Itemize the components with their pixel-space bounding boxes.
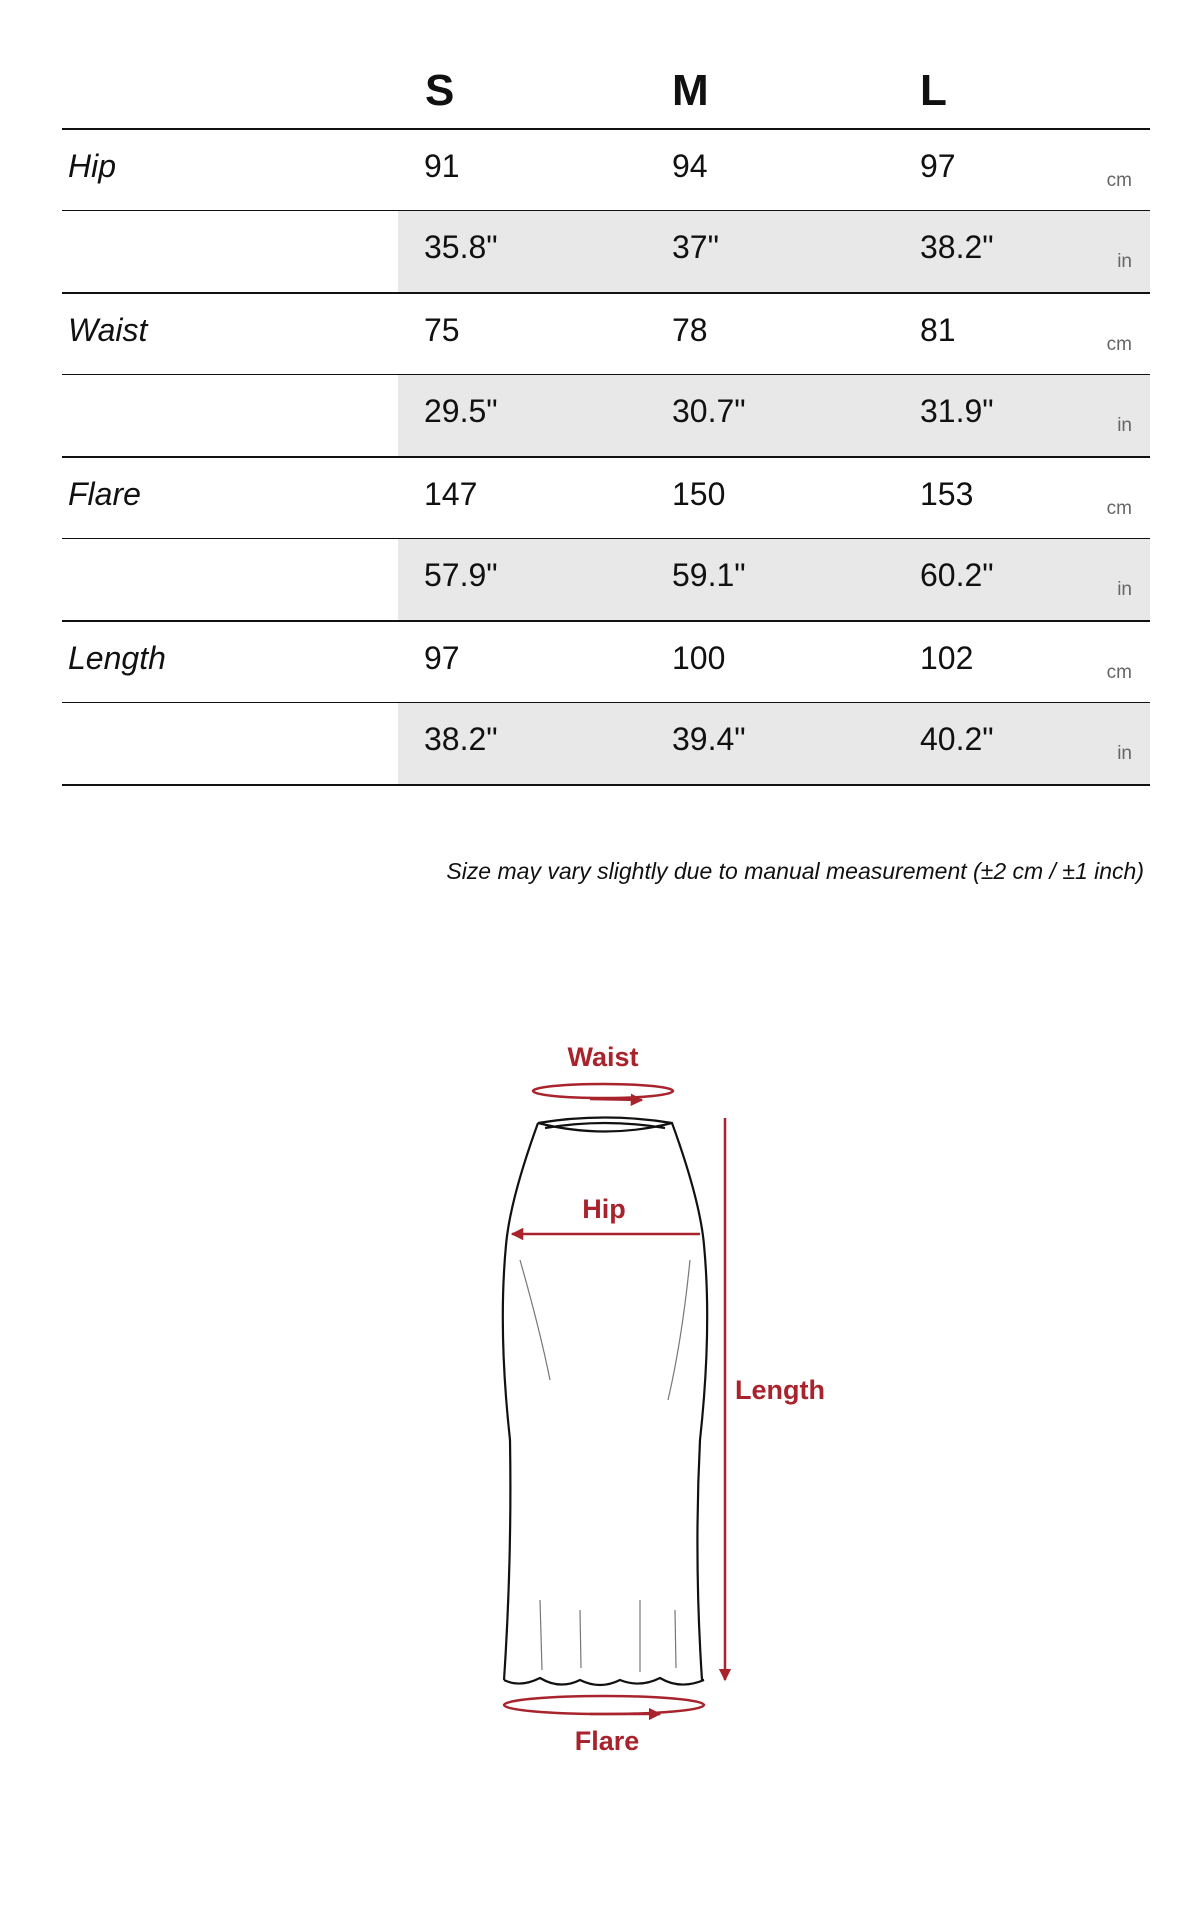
value-cell: 91	[424, 148, 460, 184]
value-cell: 102	[920, 640, 974, 676]
value-cell: 38.2"	[424, 721, 498, 757]
unit-label: cm	[1106, 334, 1132, 355]
value-cell: 35.8"	[424, 229, 498, 265]
value-cell: 97	[920, 148, 956, 184]
unit-label: cm	[1106, 170, 1132, 191]
value-cell: 39.4"	[672, 721, 746, 757]
flare-label: Flare	[574, 1726, 640, 1756]
unit-label: cm	[1106, 498, 1132, 519]
flare-measure	[504, 1696, 704, 1714]
skirt-fold-lines	[520, 1260, 690, 1672]
unit-label: in	[1117, 743, 1132, 764]
value-cell: 40.2"	[920, 721, 994, 757]
value-cell: 153	[920, 476, 974, 512]
value-cell: 147	[424, 476, 478, 512]
value-cell: 78	[672, 312, 708, 348]
value-cell: 38.2"	[920, 229, 994, 265]
value-cell: 100	[672, 640, 726, 676]
value-cell: 37"	[672, 229, 719, 265]
measurement-label: Length	[68, 640, 166, 676]
measurement-note: Size may vary slightly due to manual measurement (±2 cm / ±1 inch)	[446, 858, 1144, 884]
value-cell: 29.5"	[424, 393, 498, 429]
length-label: Length	[735, 1375, 825, 1405]
unit-label: in	[1117, 415, 1132, 436]
value-cell: 59.1"	[672, 557, 746, 593]
measurement-label: Hip	[68, 148, 117, 184]
waist-label: Waist	[567, 1042, 639, 1072]
value-cell: 75	[424, 312, 460, 348]
value-cell: 150	[672, 476, 726, 512]
value-cell: 81	[920, 312, 956, 348]
value-cell: 30.7"	[672, 393, 746, 429]
unit-label: cm	[1106, 662, 1132, 683]
size-header-s: S	[425, 66, 455, 115]
value-cell: 94	[672, 148, 708, 184]
measurement-label: Flare	[68, 476, 141, 512]
unit-label: in	[1117, 579, 1132, 600]
waist-measure	[533, 1084, 673, 1100]
value-cell: 60.2"	[920, 557, 994, 593]
value-cell: 57.9"	[424, 557, 498, 593]
size-header-l: L	[920, 66, 947, 115]
value-cell: 31.9"	[920, 393, 994, 429]
value-cell: 97	[424, 640, 460, 676]
measurement-label: Waist	[68, 312, 148, 348]
size-header-m: M	[672, 66, 709, 115]
hip-label: Hip	[582, 1194, 626, 1224]
unit-label: in	[1117, 251, 1132, 272]
